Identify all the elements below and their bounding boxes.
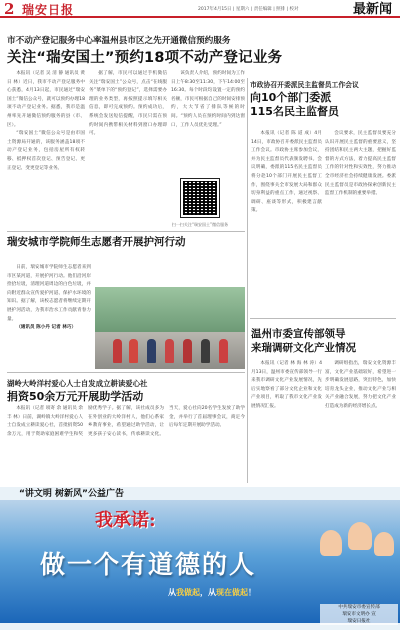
right-mid-col1 xyxy=(251,360,322,482)
lead-article-col3 xyxy=(171,70,245,174)
right-top-headline: 向10个部门委派 xyxy=(250,91,332,104)
page-number: 2 xyxy=(4,0,15,18)
lead-kicker: 市不动产登记服务中心率温州县市区之先开通微信预约服务 xyxy=(7,36,231,46)
dateline: 2017年4月15日 | 星期六 | 责任编辑 | 照排 | 校对 xyxy=(198,7,299,12)
dayu-kicker: 湖岭大岭洋村爱心人士自发成立耕读爱心社 xyxy=(7,379,148,388)
right-top-header xyxy=(250,80,396,119)
right-mid-paragraph: 调研组指出，瑞安文化资源丰富，文化产业基础较好，希望进一步明确发展思路，突出特色，加快培育龙头企业，推动文化产业与相关产业融合发展，努力把文化产业打造成为新的经济增长点。 xyxy=(325,361,396,409)
ad-title: “讲文明 树新风”公益广告 xyxy=(19,489,124,499)
right-mid-headline: 温州市委宣传部领导 xyxy=(251,328,346,340)
lead-article-col1 xyxy=(7,70,85,230)
lead-paragraph: “瑞安国土”微信公众号是由市国土资源局开通的，该服务涵盖18项不动产登记业务，包括房屋所有权转移、抵押权首次登记、预告登记、更正登记、变更登记等业务。 xyxy=(7,131,85,171)
dayu-paragraph: 本报讯（记者 项寄 余 通讯员 余 丰 林）日前，湖岭镇大岭洋村爱心人士自发成立耕读爱心社，首批捐资50余万元，用于资助家庭困难学生和奖励优秀学子。据了解，该社成员多为在外创业的大岭洋村人，他们心系家乡教育事业，希望通过助学活动，让更多孩子安心读书，传承耕读文化。当天，爱心社向20名学生发放了助学金，并举行了首届理事会议，商定今后每年定期开展助学活动。 xyxy=(7,406,245,437)
volunteers-photo xyxy=(95,287,245,369)
right-top-headline: 115名民主监督员 xyxy=(250,105,339,118)
ad-promise: 我承诺: xyxy=(95,510,156,531)
column-divider xyxy=(247,78,248,483)
page-header xyxy=(0,0,400,18)
right-top-paragraph: 会议要求，民主监督员要充分认识开展民主监督的重要意义，坚持团结和民主两大主题，把握好监督的方式方法，着力提高民主监督工作的针对性和实效性，努力推动全市经济社会持续健康发展。委派民主监督员是市政协探索创新民主监督工作机制的重要举措。 xyxy=(325,131,396,197)
section-divider xyxy=(7,231,245,232)
photo-caption: （通讯员 陈小丹 记者 林巧） xyxy=(16,325,77,331)
lead-article-col2 xyxy=(89,70,167,230)
right-top-kicker: 市政协召开委派民主监督员工作会议 xyxy=(250,81,359,89)
qr-caption: 扫一扫关注“瑞安国土”微信服务 xyxy=(171,222,229,227)
right-top-col2 xyxy=(325,130,396,315)
ad-big-slogan: 做一个有道德的人 xyxy=(40,550,257,579)
dayu-headline: 捐资50余万元开展助学活动 xyxy=(7,390,144,403)
right-mid-paragraph: 本报讯（记者 林 海 林 涛）4月13日，温州市委宣传部领导一行来我市调研文化产业发展情况，先后实地察看了部分文化企业和文化产业项目，听取了我市文化产业发展情况汇报。 xyxy=(251,361,322,409)
dayu-article xyxy=(7,405,245,483)
middle-paragraph: 日前，瑞安城市学院师生志愿者来到市区某河道，开展护河行动。他们沿河岸捡拾垃圾，清理河道周边的白色垃圾，并向附近群众宣传爱护河道、保护水环境的知识。据了解，该校志愿者将继续定期开展护河活动，为我市治水工作贡献青春力量。 xyxy=(7,265,91,322)
lead-paragraph: 据了解，市民可以通过手机微信关注“瑞安国土”公众号，点击“在线服务”菜单下的“预约登记”，选择需要办理的业务类型，再按照提示填写相关信息，即可完成预约。预约成功后，系统会发送短信提醒，市民只需在预约时间内携带相关材料到窗口办理即可。 xyxy=(89,71,167,137)
section-title: 最新闻 xyxy=(352,2,392,17)
lead-headline: 关注“瑞安国土”预约18项不动产登记业务 xyxy=(7,50,283,66)
middle-headline: 瑞安城市学院师生志愿者开展护河行动 xyxy=(7,236,186,248)
section-divider xyxy=(7,372,245,373)
lead-paragraph: 该负责人介绍，预约时间为工作日上午8:30至11:30，下午14:00至16:30。每个时段均设置一定的预约名额，市民可根据自己的时间安排预约，大大节省了排队等候的时间。“预约人员在预约时间内到达窗口，工作人员优先受理。” xyxy=(171,71,245,128)
qr-code xyxy=(180,178,220,218)
right-mid-headline: 来瑞调研文化产业情况 xyxy=(251,342,356,354)
masthead-logo: 瑞安日报 xyxy=(22,3,75,17)
right-mid-col2 xyxy=(325,360,396,482)
lead-paragraph: 本报讯（记者 吴 清 静 通讯员 黄 日 林）近日，我市不动产登记服务中心获悉，4月13日起，市民通过“瑞安国土”微信公众号，就可以预约办理18项不动产登记业务。据悉，我市是温州率先开通微信预约服务的县（市、区）。 xyxy=(7,71,85,128)
ad-slogan: 从我做起，从现在做起！ xyxy=(168,588,256,597)
middle-article xyxy=(7,264,91,368)
right-mid-header xyxy=(251,327,397,355)
right-top-col1 xyxy=(251,130,322,315)
children-illustration xyxy=(300,500,400,600)
right-top-paragraph: 本报讯（记者 陈 道 成）4月14日，市政协召开委派民主监督员工作会议。市政协主席参加会议，并为民主监督员代表颁发聘书。会议明确，委派的115名民主监督员将分赴10个部门开展民主监督工作，围绕事关全市发展大局和群众切身利益的重点工作，通过视察、调研、座谈等形式，积极建言献策。 xyxy=(251,131,322,214)
ad-credit: 中共瑞安市委宣传部 瑞安市文明办 宣 瑞安日报社 xyxy=(320,604,398,625)
section-divider xyxy=(250,318,396,319)
